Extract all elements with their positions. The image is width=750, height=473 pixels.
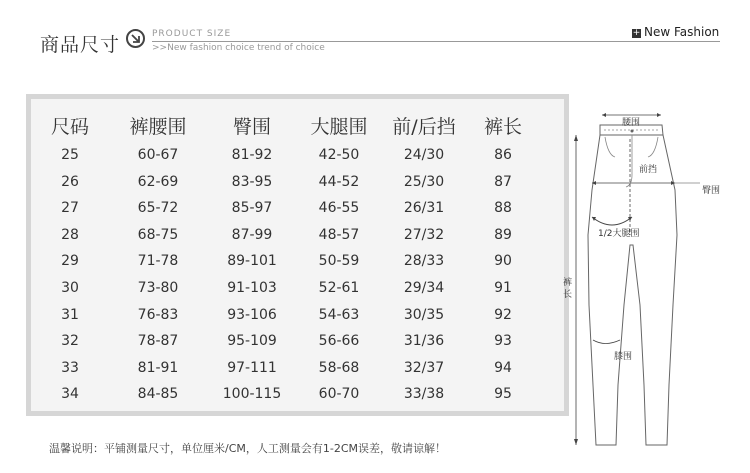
table-cell: 89-101 — [227, 253, 277, 270]
table-cell: 54-63 — [318, 306, 360, 323]
new-fashion-badge — [632, 25, 719, 39]
table-cell: 30 — [61, 280, 79, 296]
table-cell: 90 — [494, 253, 512, 270]
table-cell: 78-87 — [137, 333, 179, 350]
label-thigh: 1/2大腿围 — [598, 229, 640, 239]
table-cell: 95-109 — [227, 333, 277, 350]
table-cell: 44-52 — [318, 173, 360, 190]
column-header: 尺码 — [50, 116, 90, 138]
table-cell: 87 — [494, 173, 512, 190]
table-cell: 29/34 — [403, 280, 445, 296]
table-cell: 91-103 — [227, 280, 277, 296]
table-cell: 50-59 — [318, 253, 360, 270]
table-cell: 27/32 — [403, 226, 445, 243]
measurement-note: 温馨说明：平铺测量尺寸，单位厘米/CM，人工测量会有1-2CM误差，敬请谅解！ — [49, 442, 447, 455]
table-cell: 62-69 — [137, 173, 179, 190]
table-cell: 94 — [494, 359, 512, 376]
column-header: 大腿围 — [310, 116, 368, 138]
table-cell: 34 — [61, 386, 79, 403]
table-cell: 25 — [61, 147, 79, 163]
table-cell: 33 — [61, 359, 79, 376]
arrow-down-circle-icon — [126, 29, 145, 48]
table-cell: 81-91 — [137, 359, 179, 376]
column-header: 裤长 — [483, 116, 523, 138]
table-cell: 81-92 — [231, 147, 273, 163]
table-cell: 28/33 — [403, 253, 445, 270]
page-title: 商品尺寸 — [40, 34, 121, 56]
table-cell: 100-115 — [222, 386, 282, 403]
table-cell: 31 — [61, 306, 79, 323]
table-cell: 85-97 — [231, 200, 273, 217]
table-cell: 83-95 — [231, 173, 273, 190]
label-length: 裤长 — [563, 278, 573, 300]
table-cell: 93-106 — [227, 306, 277, 323]
table-cell: 32 — [61, 333, 79, 350]
table-cell: 91 — [494, 280, 512, 296]
table-cell: 71-78 — [137, 253, 179, 270]
column-header: 前/后挡 — [392, 116, 456, 138]
table-cell: 25/30 — [403, 173, 445, 190]
trousers-outline — [560, 95, 750, 465]
table-cell: 24/30 — [403, 147, 445, 163]
table-cell: 56-66 — [318, 333, 360, 350]
table-cell: 84-85 — [137, 386, 179, 403]
table-cell: 33/38 — [403, 386, 445, 403]
table-cell: 60-70 — [318, 386, 360, 403]
table-cell: 42-50 — [318, 147, 360, 163]
table-cell: 58-68 — [318, 359, 360, 376]
label-waist: 腰围 — [622, 118, 641, 128]
header-divider — [152, 41, 720, 42]
column-header: 臀围 — [232, 116, 272, 138]
label-hip: 臀围 — [702, 186, 721, 196]
table-cell: 27 — [61, 200, 79, 217]
column-header: 裤腰围 — [129, 116, 187, 138]
table-cell: 30/35 — [403, 306, 445, 323]
table-cell: 52-61 — [318, 280, 360, 296]
table-cell: 68-75 — [137, 226, 179, 243]
table-cell: 26 — [61, 173, 79, 190]
tagline: >>New fashion choice trend of choice — [152, 43, 325, 53]
table-cell: 93 — [494, 333, 512, 350]
label-knee: 膝围 — [614, 352, 633, 362]
table-cell: 46-55 — [318, 200, 360, 217]
size-table — [26, 94, 569, 416]
trousers-diagram — [560, 95, 750, 469]
table-cell: 28 — [61, 226, 79, 243]
table-cell: 87-99 — [231, 226, 273, 243]
table-cell: 86 — [494, 147, 512, 163]
label-rise: 前挡 — [639, 165, 658, 175]
table-cell: 92 — [494, 306, 512, 323]
table-cell: 26/31 — [403, 200, 445, 217]
table-cell: 95 — [494, 386, 512, 403]
table-cell: 97-111 — [227, 359, 277, 376]
table-cell: 60-67 — [137, 147, 179, 163]
table-cell: 32/37 — [403, 359, 445, 376]
table-cell: 29 — [61, 253, 79, 270]
plus-icon: + — [632, 28, 641, 38]
table-cell: 76-83 — [137, 306, 179, 323]
table-cell: 65-72 — [137, 200, 179, 217]
table-cell: 31/36 — [403, 333, 445, 350]
table-cell: 73-80 — [137, 280, 179, 296]
table-cell: 48-57 — [318, 226, 360, 243]
badge-label: New Fashion — [644, 25, 720, 39]
table-cell: 89 — [494, 226, 512, 243]
section-subtitle: PRODUCT SIZE — [152, 29, 232, 39]
table-cell: 88 — [494, 200, 512, 217]
